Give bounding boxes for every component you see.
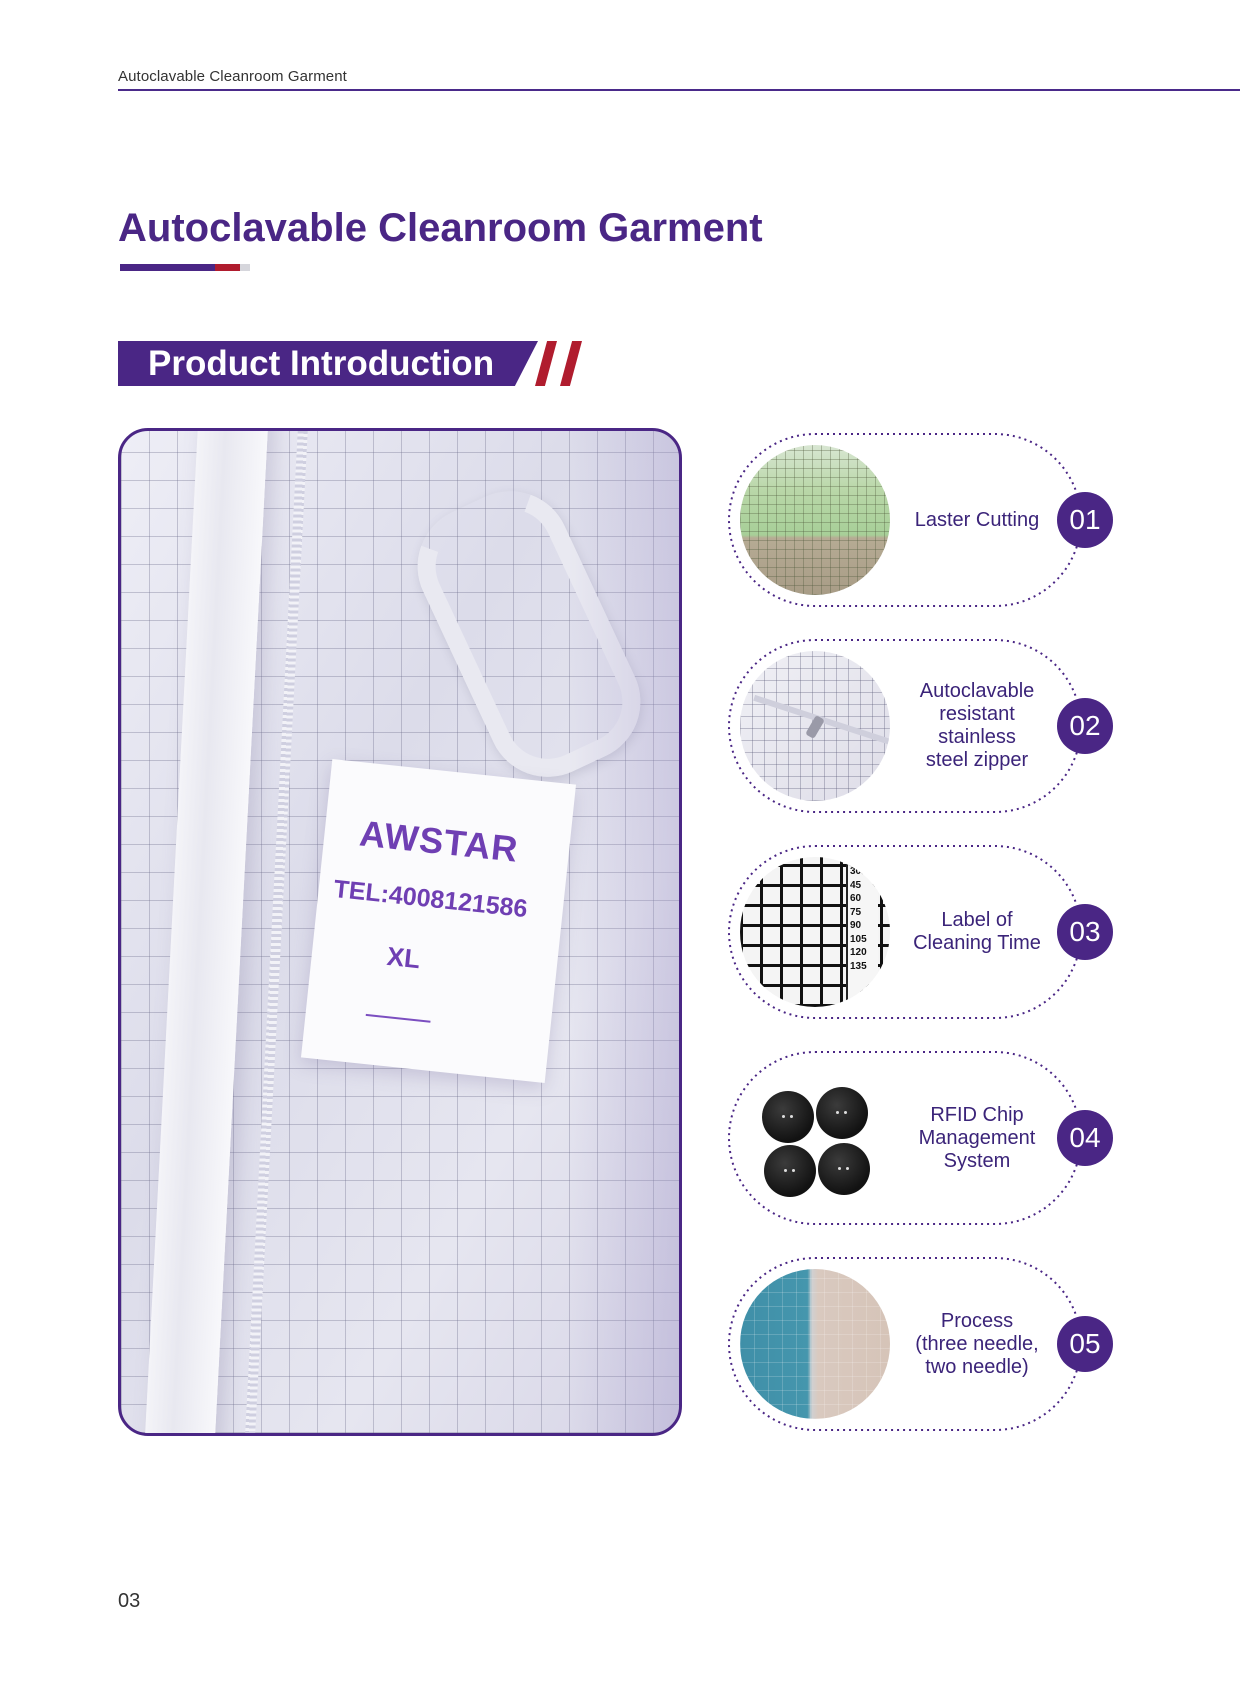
feature-number: 02: [1057, 698, 1113, 754]
cleaning-scale: 30 45 60 75 90 105 120 135: [846, 857, 878, 1007]
page-number: 03: [118, 1590, 141, 1612]
feature-item-zipper: [725, 636, 1101, 816]
seam-stitching-image: [740, 1269, 890, 1419]
rfid-buttons-image: [740, 1063, 890, 1213]
feature-number: 01: [1057, 492, 1113, 548]
feature-number: 05: [1057, 1316, 1113, 1372]
cleaning-label-image: [740, 857, 890, 1007]
feature-number: 03: [1057, 904, 1113, 960]
feature-label: Process (three needle, two needle): [915, 1309, 1039, 1378]
label-mark: [366, 1014, 431, 1023]
product-photo: [118, 428, 682, 1436]
feature-item-process: [725, 1254, 1101, 1434]
header-rule: [118, 89, 1240, 91]
feature-label: Autoclavable resistant stainless steel zipper: [919, 680, 1035, 771]
title-underline: [120, 264, 255, 271]
laser-cut-fabric-image: [740, 445, 890, 595]
running-header: Autoclavable Cleanroom Garment: [118, 68, 347, 85]
feature-item-cleaning-label: [725, 842, 1101, 1022]
page-title: Autoclavable Cleanroom Garment: [118, 206, 763, 250]
label-brand: AWSTAR: [357, 812, 521, 870]
zipper-image: [740, 651, 890, 801]
feature-label: RFID Chip Management System: [918, 1103, 1036, 1172]
feature-item-rfid: [725, 1048, 1101, 1228]
decorative-slash: [535, 341, 557, 386]
photo-shadow: [569, 431, 679, 1433]
photo-zipper-band: [143, 428, 268, 1436]
feature-label: Laster Cutting: [914, 508, 1040, 531]
feature-label: Label of Cleaning Time: [913, 909, 1041, 954]
label-size: XL: [385, 940, 422, 975]
feature-item-laser-cutting: [725, 430, 1101, 610]
section-title: Product Introduction: [148, 344, 495, 383]
garment-label: [301, 759, 576, 1083]
feature-number: 04: [1057, 1110, 1113, 1166]
decorative-slash: [560, 341, 582, 386]
label-tel: TEL:4008121586: [332, 874, 529, 924]
